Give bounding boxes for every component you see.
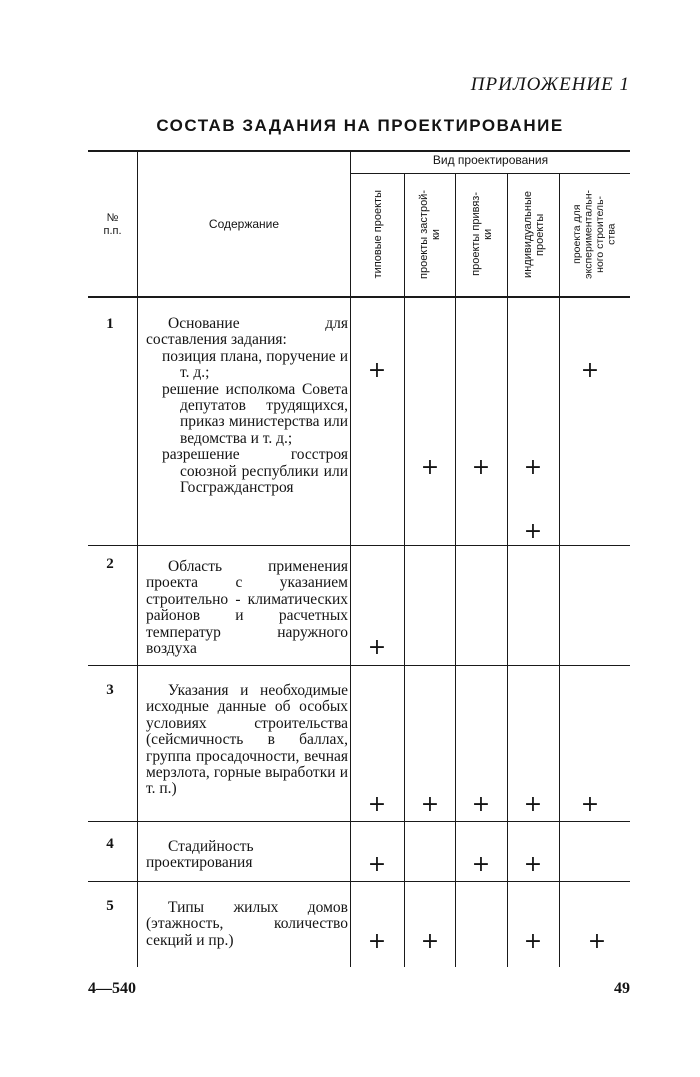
mark-plus: + — [420, 792, 440, 817]
mark-plus: + — [367, 635, 387, 660]
column-header-1-label: типовые проекты — [371, 189, 384, 279]
column-header-2 — [405, 176, 455, 292]
row-rule-4 — [88, 881, 630, 882]
mark-plus: + — [523, 929, 543, 954]
row-content — [146, 900, 348, 949]
row-lead-text: Типы жилых домов (этажность, количество секций и пр.) — [146, 899, 348, 949]
row-content — [146, 683, 348, 798]
mark-plus: + — [580, 358, 600, 383]
mark-plus: + — [367, 792, 387, 817]
row-number: 5 — [106, 898, 114, 914]
col-line-1 — [404, 173, 405, 967]
row-number: 1 — [106, 316, 114, 332]
mark-plus: + — [471, 792, 491, 817]
row-content — [146, 559, 348, 657]
row-content — [146, 316, 348, 496]
row-number: 4 — [106, 836, 114, 852]
column-header-4-label: индивидуальные проекты — [521, 190, 546, 278]
row-rule-1 — [88, 545, 630, 546]
group-header-rule — [350, 173, 630, 174]
column-header-5-label: проекта для экспериментальн- ного строитель- ства — [571, 189, 618, 279]
row-lead-text: Стадийность проектирования — [146, 838, 254, 872]
col-line-4 — [559, 173, 560, 967]
header-number: № п.п. — [103, 212, 122, 237]
mark-plus: + — [367, 358, 387, 383]
col-line-3 — [507, 173, 508, 967]
row-rule-3 — [88, 821, 630, 822]
row-lead-text: Область применения проекта с указанием строительно - климатических районов и расчетных температур наружного воздуха — [146, 558, 348, 658]
mark-plus: + — [420, 929, 440, 954]
column-header-2-label: проекты застрой- ки — [418, 189, 442, 279]
mark-plus: + — [420, 455, 440, 480]
column-header-3-label: проекты привяз- ки — [469, 192, 494, 276]
table-top-rule — [88, 150, 630, 152]
col-line-number — [137, 152, 138, 967]
row-item-text: позиция плана, поручение и т. д.; — [162, 347, 348, 382]
header-content: Содержание — [208, 217, 280, 231]
header-bottom-rule — [88, 296, 630, 298]
mark-plus: + — [580, 792, 600, 817]
mark-plus: + — [587, 929, 607, 954]
row-rule-2 — [88, 665, 630, 666]
page-number: 49 — [614, 980, 630, 997]
header-group: Вид проектирования — [432, 153, 549, 167]
column-header-1 — [351, 176, 404, 292]
mark-plus: + — [471, 852, 491, 877]
mark-plus: + — [523, 852, 543, 877]
appendix-label: ПРИЛОЖЕНИЕ 1 — [470, 74, 630, 95]
col-line-2 — [455, 173, 456, 967]
column-header-4 — [508, 176, 559, 292]
mark-plus: + — [523, 455, 543, 480]
mark-plus: + — [367, 929, 387, 954]
row-lead-text: Указания и необходимые исходные данные об особых условиях строительства (сейсмичность в баллах, группа просадочности, вечная мерзлота, горные выработки и т. п.) — [146, 682, 348, 798]
mark-plus: + — [367, 852, 387, 877]
page-title: СОСТАВ ЗАДАНИЯ НА ПРОЕКТИРОВАНИЕ — [156, 116, 564, 135]
row-item-text: разрешение госстроя союзной республики или Госгражданстроя — [162, 446, 348, 497]
row-lead-text: Основание для составления задания: — [146, 315, 348, 349]
column-header-3 — [456, 176, 507, 292]
column-header-5 — [560, 176, 630, 292]
row-content — [146, 839, 348, 872]
mark-plus: + — [471, 455, 491, 480]
printer-signature: 4—540 — [88, 980, 136, 997]
row-number: 3 — [106, 682, 114, 698]
row-item-text: решение исполкома Совета депутатов трудящихся, приказ министерства или ведомства и т. д.; — [162, 380, 348, 447]
row-number: 2 — [106, 556, 114, 572]
mark-plus: + — [523, 792, 543, 817]
mark-plus: + — [523, 519, 543, 544]
